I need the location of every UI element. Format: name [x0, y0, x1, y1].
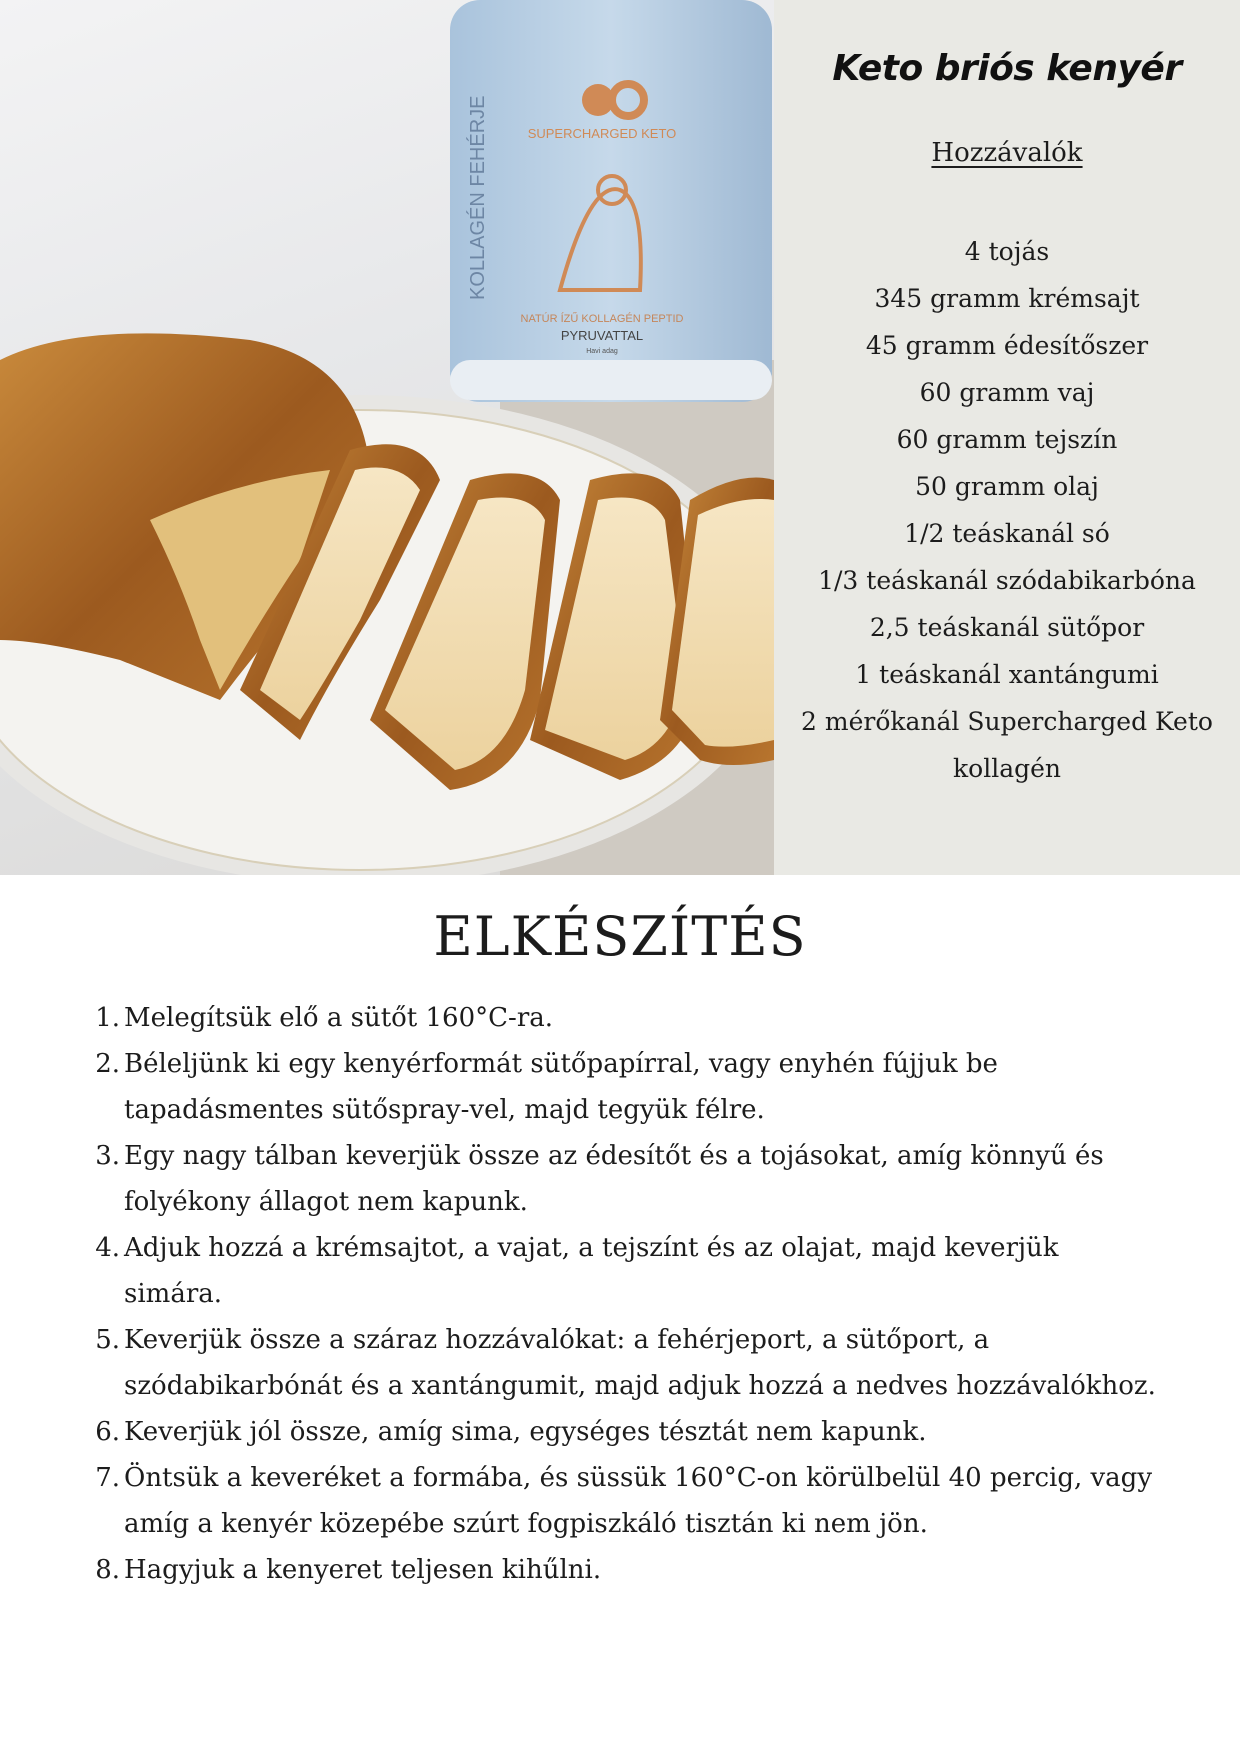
method-title: ELKÉSZÍTÉS [433, 905, 807, 968]
ingredient-item: 60 gramm vaj [919, 378, 1095, 407]
method-step [96, 1133, 1156, 1225]
recipe-photo [0, 0, 774, 875]
step-number: 4. [95, 1233, 120, 1263]
jar-line3: Havi adag [586, 348, 618, 355]
ingredient-item: 2 mérőkanál Supercharged Keto kollagén [801, 707, 1213, 783]
ingredient-item: 1/3 teáskanál szódabikarbóna [818, 566, 1196, 595]
step-text: Keverjük jól össze, amíg sima, egységes tésztát nem kapunk. [124, 1417, 927, 1447]
ingredient-item: 45 gramm édesítőszer [865, 331, 1149, 360]
method-step [96, 1547, 1156, 1593]
step-text: Keverjük össze a száraz hozzávalókat: a fehérjeport, a sütőport, a szódabikarbónát és a xantángumit, majd adjuk hozzá a nedves hozzávalókhoz. [124, 1325, 1156, 1401]
jar-brand: SUPERCHARGED KETO [527, 126, 677, 141]
method-step [96, 995, 1156, 1041]
jar-vertical-text: KOLLAGÉN FEHÉRJE [467, 95, 489, 300]
step-text: Béleljünk ki egy kenyérformát sütőpapírral, vagy enyhén fújjuk be tapadásmentes sütőspray-vel, majd tegyük félre. [124, 1049, 998, 1125]
method-step [96, 1317, 1156, 1409]
recipe-title: Keto briós kenyér [832, 48, 1182, 89]
collagen-jar [450, 0, 772, 402]
method-step [96, 1225, 1156, 1317]
step-number: 3. [95, 1141, 120, 1171]
ingredient-item: 345 gramm krémsajt [874, 284, 1140, 313]
step-number: 5. [95, 1325, 120, 1355]
method-steps [96, 995, 1156, 1593]
ingredient-item: 4 tojás [964, 237, 1050, 266]
jar-line2: PYRUVATTAL [560, 328, 644, 343]
step-number: 8. [95, 1555, 120, 1585]
step-number: 2. [95, 1049, 120, 1079]
method-step [96, 1455, 1156, 1547]
step-text: Melegítsük elő a sütőt 160°C-ra. [124, 1003, 554, 1033]
method-step [96, 1409, 1156, 1455]
step-number: 6. [95, 1417, 120, 1447]
step-text: Egy nagy tálban keverjük össze az édesítőt és a tojásokat, amíg könnyű és folyékony állagot nem kapunk. [124, 1141, 1104, 1217]
step-number: 1. [95, 1003, 120, 1033]
ingredient-item: 1/2 teáskanál só [904, 519, 1110, 548]
step-text: Öntsük a keveréket a formába, és süssük 160°C-on körülbelül 40 percig, vagy amíg a kenyér közepébe szúrt fogpiszkáló tisztán ki nem jön. [124, 1463, 1153, 1539]
ingredients-heading: Hozzávalók [931, 138, 1083, 168]
ingredient-item: 60 gramm tejszín [896, 425, 1118, 454]
step-number: 7. [95, 1463, 120, 1493]
ingredient-item: 2,5 teáskanál sütőpor [869, 613, 1145, 642]
jar-line1: NATÚR ÍZŰ KOLLAGÉN PEPTID [520, 313, 684, 325]
ingredient-item: 50 gramm olaj [915, 472, 1099, 501]
ingredient-item: 1 teáskanál xantángumi [855, 660, 1159, 689]
step-text: Hagyjuk a kenyeret teljesen kihűlni. [124, 1555, 602, 1585]
method-step [96, 1041, 1156, 1133]
ingredients-list [774, 228, 1240, 792]
step-text: Adjuk hozzá a krémsajtot, a vajat, a tejszínt és az olajat, majd keverjük simára. [124, 1233, 1059, 1309]
ingredients-panel [774, 0, 1240, 875]
